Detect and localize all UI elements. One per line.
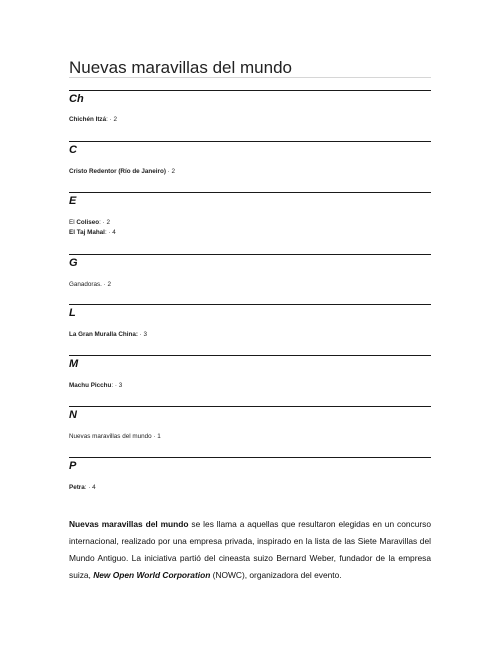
section-rule (69, 192, 431, 193)
section-letter: E (69, 195, 77, 207)
index-entry: Machu Picchu: · 3 (69, 382, 123, 389)
index-entry: Cristo Redentor (Río de Janeiro) · 2 (69, 168, 176, 175)
section-rule (69, 254, 431, 255)
section-rule (69, 355, 431, 356)
section-rule (69, 90, 431, 91)
section-letter: N (69, 409, 77, 421)
index-entry: Chichén Itzá: · 2 (69, 116, 117, 123)
index-entry: Nuevas maravillas del mundo · 1 (69, 433, 161, 440)
index-entry: El Taj Mahal: · 4 (69, 229, 116, 236)
section-letter: L (69, 307, 76, 319)
section-rule (69, 457, 431, 458)
section-rule (69, 406, 431, 407)
section-letter: M (69, 358, 79, 370)
title-divider (69, 77, 431, 78)
page-title: Nuevas maravillas del mundo (69, 58, 292, 77)
section-letter: G (69, 257, 78, 269)
section-letter: C (69, 144, 77, 156)
section-letter: Ch (69, 93, 84, 105)
index-entry: El Coliseo: · 2 (69, 219, 110, 226)
section-rule (69, 304, 431, 305)
organization-name: New Open World Corporation (93, 570, 211, 580)
index-entry: Petra: · 4 (69, 484, 96, 491)
index-entry: La Gran Muralla China: · 3 (69, 331, 148, 338)
paragraph-lead: Nuevas maravillas del mundo (69, 519, 189, 529)
section-letter: P (69, 460, 77, 472)
index-entry: Ganadoras. · 2 (69, 281, 112, 288)
section-rule (69, 141, 431, 142)
intro-paragraph: Nuevas maravillas del mundo se les llama a aquellas que resultaron elegidas en un concurso internacional, realizado por una empresa privada, inspirado en la lista de las Siete Maravillas del Mundo Antiguo. La iniciativa partió del cineasta suizo Bernard Weber, fundador de la empresa suiza, New Open World Corporation (NOWC), organizadora del evento. (69, 519, 431, 580)
